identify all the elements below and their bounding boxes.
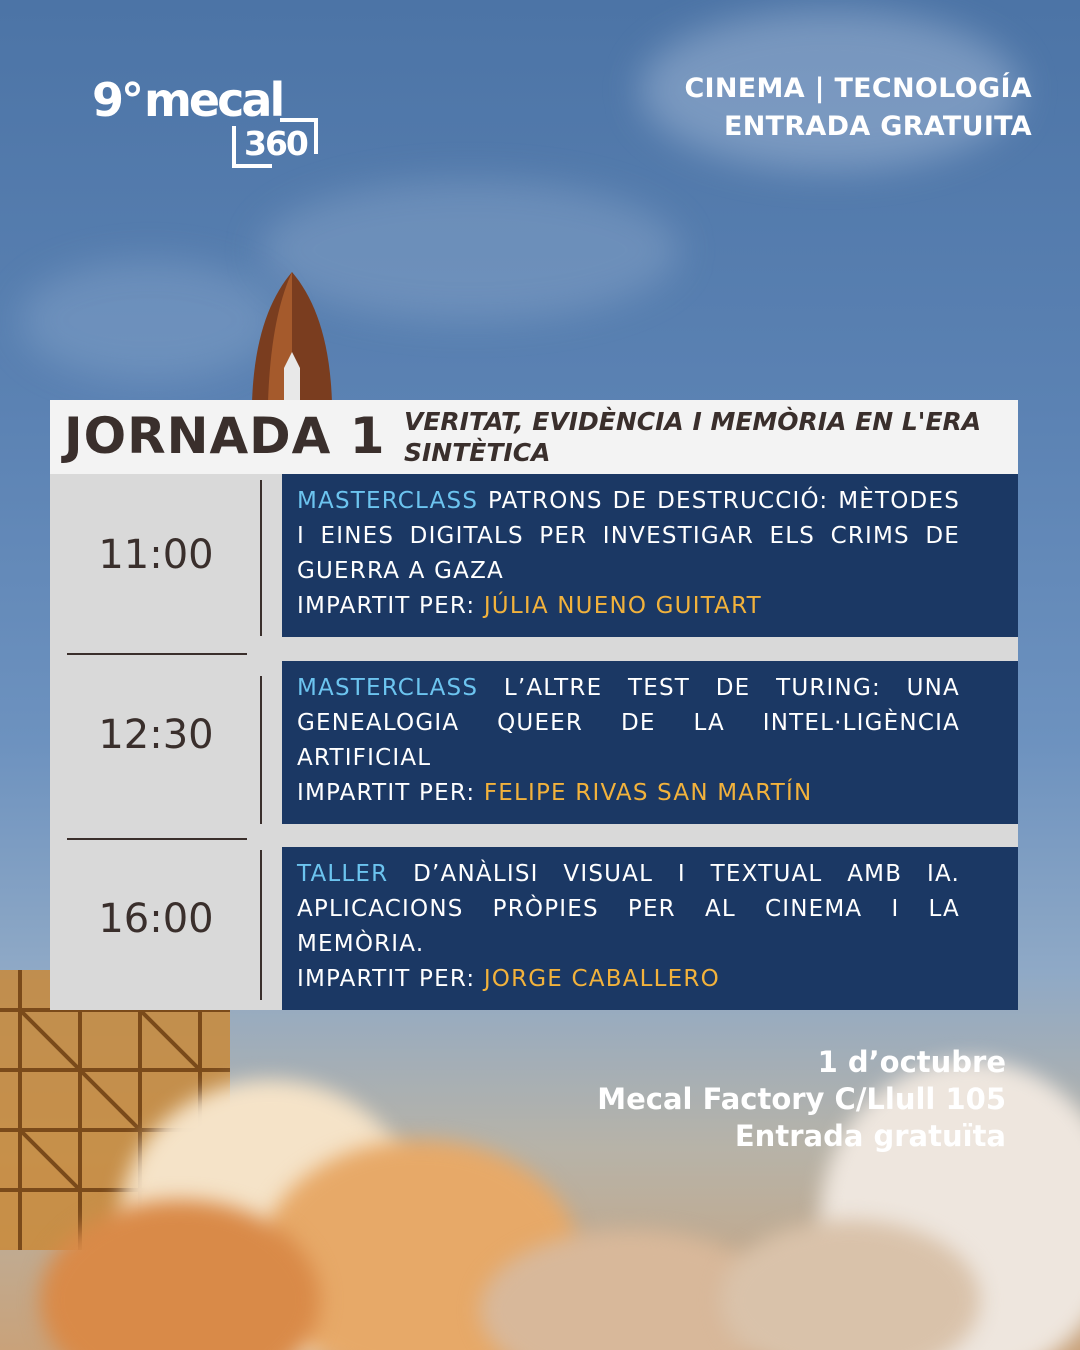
logo-edition: 9° bbox=[92, 73, 142, 127]
event-date: 1 d’octubre bbox=[817, 1045, 1006, 1079]
speaker-label: IMPARTIT PER: bbox=[297, 966, 476, 992]
logo-name: mecal bbox=[144, 73, 283, 127]
speaker-label: IMPARTIT PER: bbox=[297, 593, 476, 619]
tagline bbox=[684, 70, 1032, 146]
speaker-label: IMPARTIT PER: bbox=[297, 780, 476, 806]
time-slot: 12:30 bbox=[98, 712, 214, 758]
event-type: TALLER bbox=[297, 861, 389, 887]
mecal-logo bbox=[92, 74, 332, 174]
time-slot: 16:00 bbox=[98, 896, 214, 942]
schedule-table bbox=[50, 474, 1018, 1010]
day-theme-title: VERITAT, EVIDÈNCIA I MEMÒRIA EN L'ERA SINTÈTICA bbox=[404, 407, 982, 467]
tagline-line-1: CINEMA | TECNOLOGÍA bbox=[684, 73, 1032, 104]
divider-vertical bbox=[260, 480, 262, 636]
divider-vertical bbox=[260, 676, 262, 824]
divider-horizontal bbox=[67, 653, 247, 655]
event-info bbox=[597, 1044, 1006, 1155]
event-type: MASTERCLASS bbox=[297, 488, 479, 514]
event-type: MASTERCLASS bbox=[297, 675, 479, 701]
schedule-event bbox=[282, 661, 1018, 824]
day-label: JORNADA 1 bbox=[64, 407, 386, 465]
divider-vertical bbox=[260, 850, 262, 1000]
speaker-name: JORGE CABALLERO bbox=[483, 966, 720, 992]
event-entry: Entrada gratuïta bbox=[734, 1119, 1006, 1153]
logo-number: 360 bbox=[244, 124, 307, 163]
divider-horizontal bbox=[67, 838, 247, 840]
schedule-event bbox=[282, 474, 1018, 637]
day-header bbox=[50, 400, 1018, 474]
schedule-event bbox=[282, 847, 1018, 1010]
speaker-name: FELIPE RIVAS SAN MARTÍN bbox=[483, 780, 813, 806]
speaker-name: JÚLIA NUENO GUITART bbox=[483, 593, 762, 619]
event-title: PATRONS DE DESTRUCCIÓ: MÈTODES I EINES DIGITALS PER INVESTIGAR ELS CRIMS DE GUERRA A GAZA bbox=[297, 488, 960, 584]
tagline-line-2: ENTRADA GRATUITA bbox=[723, 111, 1032, 142]
event-venue: Mecal Factory C/Llull 105 bbox=[597, 1082, 1006, 1116]
rocket-icon bbox=[240, 268, 350, 403]
time-slot: 11:00 bbox=[98, 532, 214, 578]
event-title: D’ANÀLISI VISUAL I TEXTUAL AMB IA. APLICACIONS PRÒPIES PER AL CINEMA I LA MEMÒRIA. bbox=[297, 861, 960, 957]
event-title: L’ALTRE TEST DE TURING: UNA GENEALOGIA QUEER DE LA INTEL·LIGÈNCIA ARTIFICIAL bbox=[297, 675, 960, 771]
